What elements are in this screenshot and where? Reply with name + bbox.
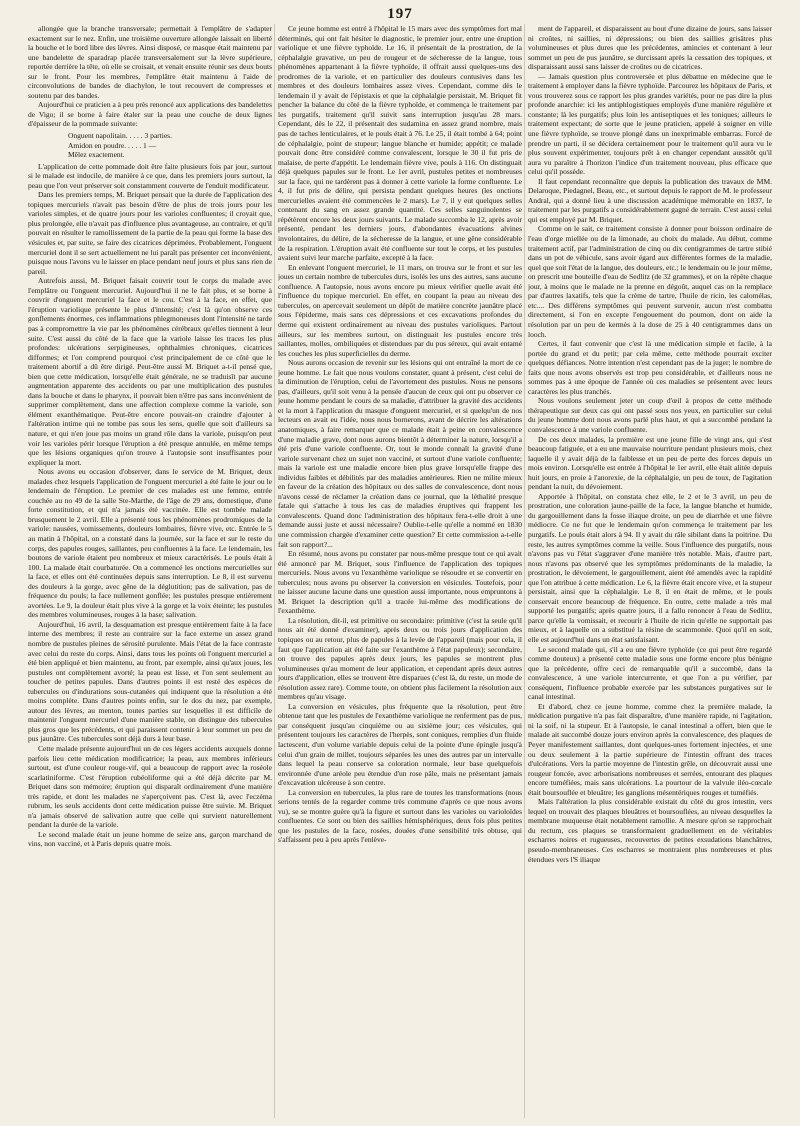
- paragraph: Autrefois aussi, M. Briquet faisait couvrir tout le corps du malade avec l'emplâtre ou l'onguent mercuriel. Aujourd'hui il ne le fait plus, et se borne à couvrir d'onguent mercuriel la face et le cou. C'est à la face, en effet, que l'éruption variolique présente le plus d'intensité; c'est là qu'on observe ces gonflements énormes, ces inflammations phlegmoneuses dont l'intensité ne tarde pas à compromettre la vie par les phénomènes cérébraux qu'elles tiennent à leur suite. C'est aussi du côté de la face que la variole laisse les traces les plus profondes: ulcérations serpigineuses, ophthalmies chroniques, cicatrices difformes; et l'on comprend pourquoi c'est principalement de ce côté que le traitement abortif a dû être dirigé. Peut-être aussi M. Briquet a-t-il pensé que, bien que cette médication, lorsqu'elle était générale, ne se traduisît par aucune augmentation apparente des accidents ou par une multiplication des pustules dans la bouche et dans le pharynx, il pouvait bien n'être pas sans inconvénient de supprimer complètement, dans une affection complexe comme la variole, son élément exanthématique. Peut-être encore pouvait-on craindre d'ajouter à l'altération intime qui ne tombe pas sous les sens, quelle que soit d'ailleurs sa nature, et qui n'en joue pas moins un grand rôle dans la variole, puisqu'on peut voir les varioles périr lorsque l'éruption a été presque annulée, en même temps que les lésions organiques qu'on trouve à l'autopsie sont insuffisantes pour expliquer la mort.: [28, 276, 272, 467]
- paragraph: Mais l'altération la plus considérable existait du côté du gros intestin, vers lequel on trouvait des plaques bleuâtres et boursouflées, au niveau desquelles la membrane muqueuse était notablement ramollie. A mesure qu'on se rapprochait du rectum, ces plaques se transformaient graduellement en de véritables escharres noires et rugueuses, recouvertes de petites exsudations blanchâtres, pseudo-membraneuses. Ces escharres se montraient plus nombreuses et plus étendues vers l'S iliaque: [528, 797, 772, 864]
- paragraph: Dans les premiers temps, M. Briquet pensait que la durée de l'application des topiques mercuriels n'avait pas besoin d'être de plus de trois jours pour les varioles simples, et de quatre jours pour les varioles confluentes; il croyait que, plus prolongée, elle n'avait pas d'influence plus avantageuse, au contraire, et qu'il pouvait en résulter le ramollissement de la partie de la peau qui forme la base des vésicules et, par suite, se faire des cicatrices déprimées. Probablement, l'onguent mercuriel dont il se sert actuellement ne lui paraît pas présenter cet inconvénient, puisque nous l'avons vu le laisser en place pendant neuf jours et plus sans rien de pareil.: [28, 190, 272, 276]
- paragraph: De ces deux malades, la première est une jeune fille de vingt ans, qui s'est beaucoup fatiguée, et a eu une mauvaise nourriture pendant plusieurs mois, chez laquelle il y avait déjà de la faiblesse et un peu de perte des forces depuis un mois environ. Lorsqu'elle est entrée à l'hôpital le 1er avril, elle était alitée depuis huit jours, en proie à l'anorexie, de la céphalalgie, un peu de toux, de l'agitation pendant la nuit, du dévoiement.: [528, 434, 772, 492]
- paragraph: Ce jeune homme est entré à l'hôpital le 15 mars avec des symptômes fort mal déterminés, qui ont fait hésiter le diagnostic, le premier jour, entre une éruption variolique et une fièvre typhoïde. Le 16, il présentait de la prostration, de la céphalalgie gravative, un peu de rougeur et de sécheresse de la langue, tous phénomènes appartenant à la fièvre typhoïde, il offrait aussi quelques-uns des prodromes de la variole, et en particulier des douleurs contusives dans les membres et des douleurs lombaires assez vives. Cependant, comme dès le lendemain il y avait de l'épistaxis et que la céphalalgie persistait, M. Briquet fit pencher la balance du côté de la fièvre typhoïde, et commença le traitement par les purgatifs, traitement qu'il suivit sans interruption jusqu'au 28 mars. Cependant, dès le 22, il présentait des sudamina en assez grand nombre, mais pas de taches lenticulaires, et le pouls était à 76. Le 25, il était tombé à 64; point de céphalalgie, point de stupeur; langue blanche et humide; appétit; ce malade pouvait donc être considéré comme convalescent, lorsque le 30 il fut pris de malaise, de perte d'appétit. Le lendemain fièvre vive, pouls à 116. On distinguait déjà quelques papules sur le front. Le 1er avril, pustules petites et nombreuses sur la face, qui ne tardèrent pas à donner à cette variole la forme confluente. Le 4, il fut pris de délire, qui persista pendant quelques heures (les onctions mercurielles avaient été commencées le 2 mars). Le 7, il y eut quelques selles contenant du sang en assez grande quantité. Ces selles sanguinolentes se répétèrent encore les deux jours suivants. Le malade succomba le 12, après avoir présenté, pendant les derniers jours, d'abondantes évacuations alvines involontaires, du délire, de la sécheresse de la langue, et une gêne considérable de la respiration. L'éruption avait été confluente sur tout le corps, et les pustules avaient suivi leur marche parfaite, excepté à la face.: [278, 24, 522, 263]
- paragraph: — Jamais question plus controversée et plus débattue en médecine que le traitement à employer dans la fièvre typhoïde. Parcourez les hôpitaux de Paris, et vous trouverez sous ce rapport les plus grandes variétés, pour ne pas dire la plus profonde anarchie: ici les antiphlogistiques employés d'une manière régulière et constante; là les purgatifs; plus loin les antiseptiques et les toniques; ailleurs le traitement expectant; de sorte que le jeune praticien, appelé à soigner en ville une fièvre typhoïde, se trouve plongé dans un inexprimable embarras. Forcé de prendre un parti, il se décidera certainement pour le traitement qu'il aura vu le plus souvent expérimenter, toujours prêt à en changer cependant aussitôt qu'il aura vu paraître à l'horizon l'indice d'un traitement nouveau, plus efficace que celui qu'il possède.: [528, 71, 772, 177]
- paragraph: Nous avons eu occasion d'observer, dans le service de M. Briquet, deux malades chez lesquels l'application de l'onguent mercuriel a été faite le jour ou le lendemain de l'éruption. Le premier de ces malades est une femme, entrée couchée au no 49 de la salle Ste-Marthe, de l'âge de 29 ans, domestique, d'une forte constitution, et qui n'a jamais été vaccinée. Elle est tombée malade brusquement le 2 avril. Elle a présenté tous les phénomènes prodromiques de la variole: nausées, vomissements, douleurs lombaires, fièvre vive, etc. Entrée le 5 au matin à l'hôpital, on a constaté dans la journée, sur la face et sur le reste du corps, des papules rouges, saillantes, peu confluentes à la face. Le lendemain, les boutons de variole étaient peu nombreux et mieux caractérisés. Le pouls était à 100. La malade était courbaturée. On a commencé les onctions mercurielles sur la face, et elles ont été continuées depuis sans interruption. Le 8, il est survenu des douleurs à la gorge, avec gêne de la déglutition; pas de salivation, pas de fréquence du pouls; la face nullement gonflée; les pustules presque entièrement avortées. Le 9, la douleur était plus vive à la gorge et la voix éteinte; les pustules des membres volumineuses, rouges à la base; salivation.: [28, 467, 272, 620]
- paragraph: Le second malade était un jeune homme de seize ans, garçon marchand de vins, non vacciné, et à Paris depuis quatre mois.: [28, 829, 272, 849]
- text-column-1: [28, 24, 272, 1118]
- paragraph: Certes, il faut convenir que c'est là une médication simple et facile, à la portée du grand et du petit; par cela même, cette méthode pourrait exciter quelques défiances. Notre intention n'est cependant pas de la juger; le nombre de faits que nous avons observés est trop peu considérable, et d'ailleurs nous ne sommes pas à une époque de l'année où ces maladies se présentent avec leurs caractères les plus tranchés.: [528, 339, 772, 396]
- paragraph: La conversion en vésicules, plus fréquente que la résolution, peut être obtenue tant que les pustules de l'exanthème variolique ne renferment pas de pus, par conséquent jusqu'au cinquième ou au sixième jour; ces vésicules, qui présentent toujours les caractères de l'herpès, sont coniques, remplies d'un fluide lactescent, d'un volume variable depuis celui de la pointe d'une épingle jusqu'à celui d'un grain de millet, toujours séparées les unes des autres par un intervalle dans lequel la peau conserve sa coloration normale, leur base quelquefois environnée d'une aréole peu étendue d'un rose pâle, mais ne présentant jamais d'excavation ulcéreuse à son centre.: [278, 701, 522, 788]
- paragraph: La résolution, dit-il, est primitive ou secondaire: primitive (c'est la seule qu'il nous ait été donné d'examiner), après deux ou trois jours d'application des topiques ou au retour, plus de papules à la levée de l'appareil (mais pour cela, il faut que l'application ait été faite sur l'exanthème à l'état papuleux); secondaire, on trouve des papules après deux jours, les papules se montrent plus volumineuses qu'au moment de leur application, et cependant après deux autres jours d'application, elles se trouvent être disparues (c'est là, du reste, un mode de résolution assez rare). Comme toute, on obtient plus facilement la résolution aux membres qu'au visage.: [278, 615, 522, 702]
- paragraph: Aujourd'hui, 16 avril, la desquamation est presque entièrement faite à la face interne des membres; il reste au contraire sur la face externe un assez grand nombre de pustules pleines de sérosité purulente. Mais l'état de la face contraste avec celui du reste du corps. Ainsi, dans tous les points où l'onguent mercuriel a été bien appliqué et bien maintenu, au front, par exemple, ainsi qu'aux joues, les pustules ont complètement avorté; la peau est lisse, et l'on sent seulement au toucher de petites papules. Dans d'autres points il est resté des espèces de tubercules ou d'indurations sous-cutanées qui indiquent que la résolution a été moins complète. Dans d'autres points enfin, sur le dos du nez, par exemple, autour des lèvres, au menton, toutes parties sur lesquelles il est difficile de maintenir l'onguent mercuriel d'une manière stable, on distingue des tubercules plus gros que les précédents, et qui paraissent contenir à leur sommet un peu de pus jaunâtre. Ces tubercules sont déjà durs à leur base.: [28, 619, 272, 744]
- paragraph: Nous aurons occasion de revenir sur les lésions qui ont entraîné la mort de ce jeune homme. Le fait que nous voulons constater, quant à présent, c'est celui de la diminution de l'éruption, celui de l'avortement des pustules. Nous ne pensons pas, d'ailleurs, qu'il soit venu à la pensée d'aucun de ceux qui ont pu observer ce jeune homme pendant le cours de sa maladie, d'attribuer la gravité des accidents et la mort à l'application du masque d'onguent mercuriel, et si quelqu'un de nos lecteurs en avait eu l'idée, nous nous bornerons, avant de décrire les altérations anatomiques, à faire remarquer que ce malade était à peine en convalescence d'une maladie grave, dont nous aurons bientôt à déterminer la nature, lorsqu'il a été pris d'une variole confluente. Or, tout le monde connaît la gravité d'une variole survenant chez un sujet non vacciné, et surtout d'une variole confluente; mais la variole est une maladie encore bien plus grave lorsqu'elle frappe des individus faibles et débilités par des maladies antérieures. Rien ne milite mieux en faveur de la création des hôpitaux ou des salles de convalescence, dont nous n'avons cessé de réclamer la création dans ce journal, que la léthalité presque fatale qui s'attache à tous les cas de maladies éruptives qui frappent les convalescents. Quand donc l'administration des hôpitaux fera-t-elle droit à une demande aussi juste et aussi nécessaire? Oublie-t-elle qu'elle a nommé en 1830 une commission chargée d'examiner cette question? Et cette commission a-t-elle fait son rapport?...: [278, 358, 522, 549]
- paragraph: En enlevant l'onguent mercuriel, le 11 mars, on trouva sur le front et sur les joues un certain nombre de tubercules durs, isolés les uns des autres, sans aucune confluence. A l'autopsie, nous avons encore pu mieux vérifier quelle avait été l'influence du topique mercuriel. En effet, en coupant la peau au niveau des tubercules, on apercevait seulement un dépôt de matière concrète jaunâtre placé sous l'épiderme, mais sans ces dépressions et ces excavations profondes du derme qui existent ordinairement au niveau des pustules varioliques. Partout ailleurs, sur les membres surtout, on distinguait les pustules encore très saillantes, molles, ombiliquées et distendues par du pus séreux, qui avait entamé les couches les plus superficielles du derme.: [278, 262, 522, 358]
- recipe-line: Amidon en poudre. . . . . 1 —: [68, 140, 157, 150]
- column-divider: [524, 24, 525, 1118]
- column-divider: [274, 24, 275, 1118]
- paragraph: Et d'abord, chez ce jeune homme, comme chez la première malade, la médication purgative n'a pas fait disparaître, d'une manière rapide, ni l'agitation, ni la soif, ni la stupeur. Et à l'autopsie, le canal intestinal a offert, bien que le malade ait succombé douze jours environ après la convalescence, des plaques de Peyer manifestement saillantes, dont quelques-unes fortement injectées, et une ou deux seulement à la partie supérieure de l'intestin offrant des traces d'ulcérations. Vers la partie moyenne de l'intestin grêle, on découvrait aussi une rougeur foncée, avec arborisations nombreuses et serrées, entourant des plaques encore tuméfiées, mais sans ulcérations. La pourtour de la valvule iléo-cœcale était boursouflée et bleuâtre; les ganglions mésentériques rouges et tuméfiés.: [528, 701, 772, 797]
- text-column-2: [278, 24, 522, 1118]
- paragraph: L'application de cette pommade doit être faite plusieurs fois par jour, surtout si le malade est indocile, de manière à ce que, dans les premiers jours surtout, la peau que l'on veut préserver soit constamment couverte de l'enduit modificateur.: [28, 161, 272, 190]
- paragraph: Comme on le sait, ce traitement consiste à donner pour boisson ordinaire de l'eau d'orge miellée ou de la limonade, au choix du malade. Au début, comme traitement actif, par l'administration de cinq ou dix centigrammes de tartre stibié dans un pot de véhicule, sans avoir égard aux différentes formes de la maladie, quel que soit l'état de la langue, des douleurs, etc.; le lendemain ou le jour même, on prescrit une bouteille d'eau de Sedlitz (de 32 grammes), et on la répète chaque jour, à moins que le malade ne la prenne en dégoût, auquel cas on la remplace par d'autres laxatifs, tels que la crème de tartre, l'huile de ricin, les calomélas, etc.... Des différens symptômes qui peuvent survenir, aucun n'est combattu directement, si l'on en excepte l'engouement du poumon, dont on aide la résolution par un peu de kermès à la dose de 25 à 40 centigrammes dans un looch.: [528, 224, 772, 339]
- paragraph: ment de l'appareil, et disparaissent au bout d'une dizaine de jours, sans laisser ni croûtes, ni saillies, ni dépressions; ou bien des saillies grisâtres plus volumineuses et plus dures que les précédentes, amincies et contenant à leur sommet un peu de pus jaunâtre, se durcissant après la cessation des topiques, et disparaissant aussi sans laisser de croûtes ou de cicatrices.: [528, 24, 772, 72]
- recipe-block: [68, 131, 272, 160]
- recipe-line: Onguent napolitain. . . . . 3 parties.: [68, 131, 172, 141]
- page-number: 197: [387, 6, 413, 22]
- paragraph: La conversion en tubercules, la plus rare de toutes les transformations (nous serions tentés de la regarder comme très commune d'après ce que nous avons vu), se se montre guère qu'à la figure et surtout dans les varioles ou varioloïdes confluentes. Ce sont ou bien des saillies hémisphériques, deux fois plus petites que les pustules de la face, rosées, douées d'une sensibilité très obtuse, qui s'affaissent peu à peu après l'enlève-: [278, 787, 522, 845]
- paragraph: allongée que la branche transversale; permettait à l'emplâtre de s'adapter exactement sur le nez. Enfin, une troisième ouverture allongée laissait en liberté la bouche et le bord libre des lèvres. Ainsi disposé, ce masque était maintenu par une bandelette de sparadrap placée transversalement sur la lèvre supérieure, reportée derrière la tête, où elle se croisait, et venait ensuite réunir ses deux bouts sur le front. Pour les membres, l'emplâtre était maintenu à l'aide de circonvolutions de bandes de diachylon, le tout recouvert de compresses et soutenu par des bandes.: [28, 24, 272, 100]
- text-column-3: [528, 24, 772, 1118]
- recipe-line: Mêlez exactement.: [68, 150, 125, 160]
- paragraph: Nous voulons seulement jeter un coup d'œil à propos de cette méthode thérapeutique sur deux cas qui ont passé sous nos yeux, en particulier sur celui du jeune homme dont nous avons parlé plus haut, et qui a succombé pendant la convalescence à une variole confluente.: [528, 396, 772, 434]
- paragraph: Aujourd'hui ce praticien a à peu près renoncé aux applications des bandelettes de Vigo; il se borne à faire étaler sur la peau une couche de deux lignes d'épaisseur de la pommade suivante:: [28, 100, 272, 129]
- paragraph: En résumé, nous avons pu constater par nous-même presque tout ce qui avait été annoncé par M. Briquet, sous l'influence de l'application des topiques mercuriels. Nous avons vu l'exanthème variolique se résoudre et se convertir en tubercules; nous avons pu observer la conversion en vésicules. Toutefois, pour ne laisser aucune lacune dans une question aussi importante, nous empruntons à M. Briquet la description qu'il a tracée lui-même des modifications de l'exanthème.: [278, 549, 522, 616]
- paragraph: Il faut cependant reconnaître que depuis la publication des travaux de MM. Delaroque, Piedagnel, Beau, etc., et surtout depuis le rapport de M. le professeur Andral, qui a donné lieu à une discussion académique mémorable en 1837, le traitement par les purgatifs a considérablement gagné de terrain. C'est aussi celui qui est employé par M. Briquet.: [528, 176, 772, 224]
- paragraph: Apportée à l'hôpital, on constata chez elle, le 2 et le 3 avril, un peu de prostration, une coloration jaune-paille de la face, la langue blanche et humide, du gargouillement dans la fosse iliaque droite, un peu de diarrhée et une fièvre médiocre. Ce ne fut que le lendemain qu'on commença le traitement par les purgatifs. Le pouls était alors à 94. Il y avait du râle sibilant dans la poitrine. Du reste, les autres symptômes comme la veille. Sous l'influence des purgatifs, nous n'avons pas vu l'état s'aggraver d'une manière très notable. Mais, d'autre part, nous n'avons pas observé que les symptômes prédominants de la maladie, la prostration, le dévoiement, le gargouillement, aient été amendés avec la rapidité que l'on attribue à cette médication. Le 6, la fièvre était encore vive, et la stupeur persistait, ainsi que la céphalalgie. Le 8, il en était de même, et le pouls conservait encore beaucoup de fréquence. En outre, cette malade a très mal supporté les purgatifs; après quatre jours, il a fallu renoncer à l'eau de Sedlitz, parce qu'elle la vomissait, et recourir à l'huile de ricin qu'elle ne supportait pas mieux, et à laquelle on a substitué la résine de scammonée. Quoi qu'il en soit, elle est aujourd'hui dans un état satisfaisant.: [528, 491, 772, 644]
- paragraph: Le second malade qui, s'il a eu une fièvre typhoïde (ce qui peut être regardé comme douteux) a présenté cette maladie sous une forme encore plus bénigne que la précédente, offre ceci de remarquable qu'il a succombé, dans la convalescence, à une variole intercurrente, et que l'on a pu vérifier, par conséquent, l'influence probable exercée par les substances purgatives sur le canal intestinal.: [528, 644, 772, 702]
- paragraph: Cette malade présente aujourd'hui un de ces légers accidents auxquels donne parfois lieu cette médication modificatrice; la peau, aux membres inférieurs surtout, est d'une couleur rouge-vif, qui a beaucoup de rapport avec la roséole scarlatiniforme. C'est l'éruption rubéoliforme qui a été déjà décrite par M. Briquet dans son mémoire; éruption qui disparaît ordinairement d'une manière très rapide, et dont les malades ne s'aperçoivent pas. C'est là, avec l'eczéma rubrum, les seuls accidents dont cette médication puisse être suivie. M. Briquet n'a jamais observé de salivation autre que celle qui survient naturellement pendant la durée de la variole.: [28, 744, 272, 830]
